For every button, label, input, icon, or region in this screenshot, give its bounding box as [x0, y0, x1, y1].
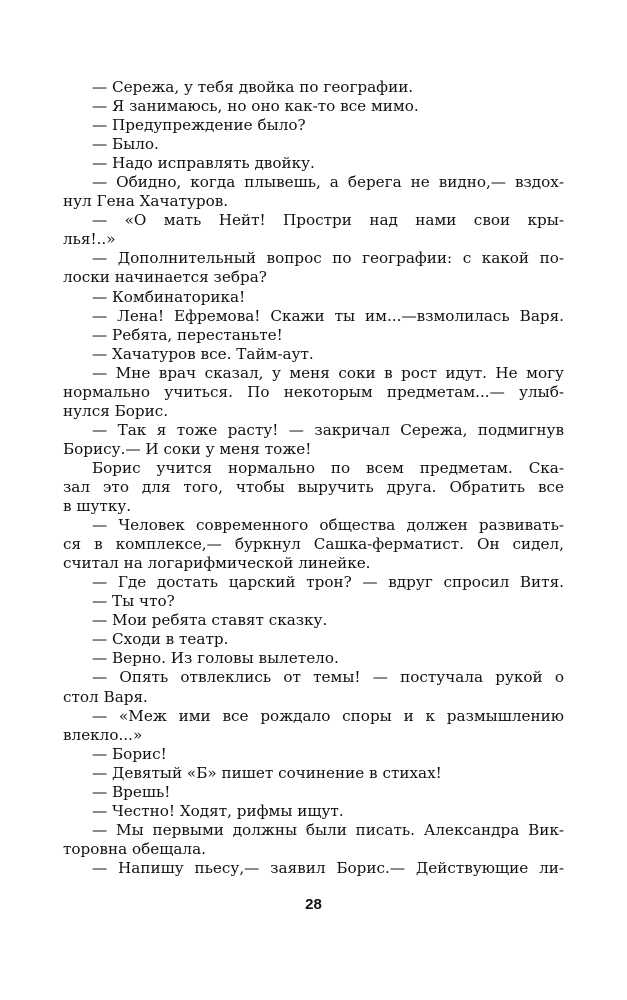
text-line: стол Варя. — [63, 687, 148, 706]
page-number: 28 — [305, 896, 322, 913]
text-line: нулся Борис. — [63, 401, 169, 420]
text-line: Борису.— И соки у меня тоже! — [63, 439, 312, 458]
text-line: считал на логарифмической линейке. — [63, 554, 371, 573]
text-line: влекло...» — [63, 725, 143, 744]
text-line: — Человек современного общества должен развивать- — [92, 516, 564, 535]
text-line: — Лена! Ефремова! Скажи ты им...—взмолилась Варя. — [92, 306, 564, 325]
text-line: — Надо исправлять двойку. — [92, 154, 315, 173]
text-line: торовна обещала. — [63, 839, 206, 858]
text-line: — Так я тоже расту! — закричал Сережа, подмигнув — [92, 420, 564, 439]
text-line: — Ты что? — [92, 592, 175, 611]
page-body — [63, 78, 564, 878]
text-line: зал это для того, чтобы выручить друга. Обратить все — [63, 477, 564, 496]
text-line: — Хачатуров все. Тайм-аут. — [92, 344, 314, 363]
text-line: Борис учится нормально по всем предметам. Ска- — [92, 458, 564, 477]
text-line: — Мне врач сказал, у меня соки в рост идут. Не могу — [92, 363, 564, 382]
text-line: — Сережа, у тебя двойка по географии. — [92, 78, 414, 96]
text-line: — Верно. Из головы вылетело. — [92, 649, 339, 668]
text-line: — Где достать царский трон? — вдруг спросил Витя. — [92, 573, 564, 592]
text-line: — Мои ребята ставят сказку. — [92, 611, 328, 630]
text-line: — Врешь! — [92, 782, 171, 801]
text-line: в шутку. — [63, 497, 132, 516]
text-line: — Обидно, когда плывешь, а берега не видно,— вздох- — [92, 173, 564, 192]
text-line: лья!..» — [63, 230, 116, 249]
text-line: — Сходи в театр. — [92, 630, 229, 649]
text-line: — Было. — [92, 135, 159, 154]
text-line: лоски начинается зебра? — [63, 268, 267, 287]
text-line: — Дополнительный вопрос по географии: с какой по- — [92, 249, 564, 268]
text-line: — «Меж ими все рождало споры и к размышлению — [92, 706, 564, 725]
text-line: — Напишу пьесу,— заявил Борис.— Действующие ли- — [92, 858, 564, 877]
text-line: — Борис! — [92, 744, 167, 763]
text-line: — Я занимаюсь, но оно как-то все мимо. — [92, 97, 419, 116]
text-line: — Предупреждение было? — [92, 116, 306, 135]
text-line: нормально учиться. По некоторым предметам...— улыб- — [63, 382, 564, 401]
text-line: — Мы первыми должны были писать. Александра Вик- — [92, 820, 564, 839]
text-line: — «О мать Нейт! Простри над нами свои кры- — [92, 211, 564, 230]
text-line: — Честно! Ходят, рифмы ищут. — [92, 801, 344, 820]
text-line: — Опять отвлеклись от темы! — постучала рукой о — [92, 668, 564, 687]
text-line: — Девятый «Б» пишет сочинение в стихах! — [92, 763, 442, 782]
text-line: — Комбинаторика! — [92, 287, 246, 306]
text-line: ся в комплексе,— буркнул Сашка-ферматист. Он сидел, — [63, 535, 564, 554]
text-line: — Ребята, перестаньте! — [92, 325, 283, 344]
text-line: нул Гена Хачатуров. — [63, 192, 229, 211]
